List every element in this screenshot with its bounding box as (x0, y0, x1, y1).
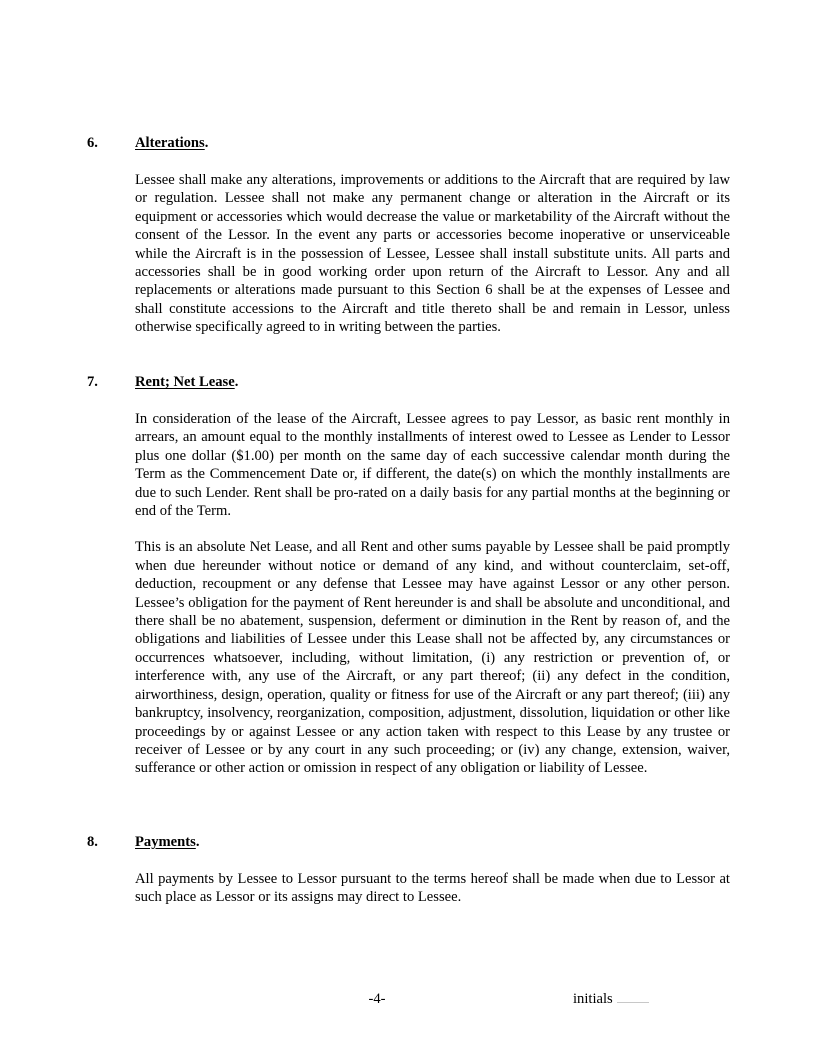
section-heading: 6. Alterations. (87, 135, 209, 151)
page-number: -4- (368, 991, 386, 1007)
section-paragraph: This is an absolute Net Lease, and all Rent and other sums payable by Lessee shall be paid promptly when due hereunder without notice or demand of any kind, and without counterclaim, set-off, deduction, recoupment or any defense that Lessee may have against Lessor or any other person. Lessee’s obligation for the payment of Rent hereunder is and shall be absolute and unconditional, and there shall be no abatement, suspension, deferment or diminution in the Rent by reason of, and the obligations and liabilities of Lessee under this Lease shall not be affected by, any circumstances or occurrences whatsoever, including, without limitation, (i) any restriction or prevention of, or interference with, any use of the Aircraft, or any part thereof; (ii) any defect in the condition, airworthiness, design, operation, quality or fitness for use of the Aircraft or any part thereof; (iii) any bankruptcy, insolvency, reorganization, composition, adjustment, dissolution, liquidation or other like proceedings by or against Lessee or any action taken with respect to this Lease by any trustee or receiver of Lessee or by any court in any such proceeding; or (iv) any change, extension, waiver, sufferance or other action or omission in respect of any obligation or liability of Lessee. (135, 539, 730, 777)
section-6 (87, 134, 730, 337)
initials-line (617, 990, 649, 1003)
section-number: 6. (87, 135, 98, 151)
section-title: Rent; Net Lease (135, 374, 235, 390)
initials-label: initials (573, 991, 613, 1007)
initials-field (573, 990, 649, 1008)
section-title: Payments (135, 834, 196, 850)
section-title: Alterations (135, 135, 205, 151)
section-paragraph: In consideration of the lease of the Aircraft, Lessee agrees to pay Lessor, as basic rent monthly in arrears, an amount equal to the monthly installments of interest owed to Lessee as Lender to Lessor plus one dollar ($1.00) per month on the same day of each successive calendar month during the Term as the Commencement Date or, if different, the date(s) on which the monthly installments are due to such Lender. Rent shall be pro-rated on a daily basis for any partial months at the beginning or end of the Term. (135, 411, 730, 520)
section-7 (87, 373, 730, 778)
section-heading: 7. Rent; Net Lease. (87, 374, 239, 390)
section-paragraph: All payments by Lessee to Lessor pursuant to the terms hereof shall be made when due to Lessor at such place as Lessor or its assigns may direct to Lessee. (135, 871, 730, 906)
section-8 (87, 833, 730, 907)
section-paragraph: Lessee shall make any alterations, improvements or additions to the Aircraft that are required by law or regulation. Lessee shall not make any permanent change or alteration in the Aircraft or its equipment or accessories which would decrease the value or marketability of the Aircraft without the consent of the Lessor. In the event any parts or accessories become inoperative or unserviceable while the Aircraft is in the possession of Lessee, Lessee shall install substitute units. All parts and accessories shall be in good working order upon return of the Aircraft to Lessor. Any and all replacements or alterations made pursuant to this Section 6 shall be at the expenses of Lessee and shall constitute accessions to the Aircraft and title thereto shall be and remain in Lessor, unless otherwise specifically agreed to in writing between the parties. (135, 172, 730, 336)
section-number: 8. (87, 834, 98, 850)
section-heading: 8. Payments. (87, 834, 200, 850)
section-number: 7. (87, 374, 98, 390)
